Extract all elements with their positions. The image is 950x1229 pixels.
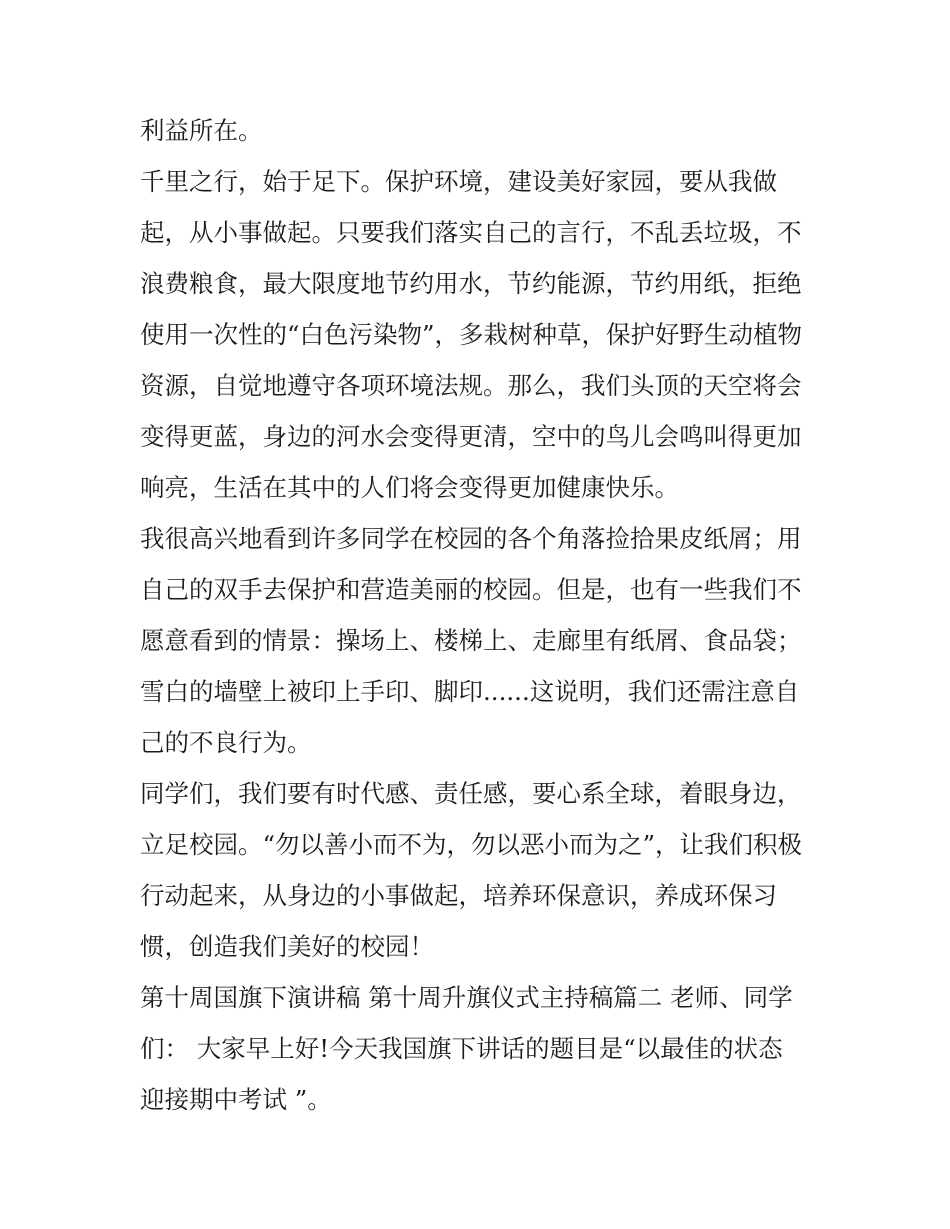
text-line: 我很高兴地看到许多同学在校园的各个角落捡拾果皮纸屑；用 <box>140 524 802 553</box>
text-line: 己的不良行为。 <box>140 728 312 757</box>
text-line: 千里之行，始于足下。保护环境，建设美好家园，要从我做 <box>140 167 777 196</box>
text-line: 愿意看到的情景：操场上、楼梯上、走廊里有纸屑、食品袋； <box>140 626 802 655</box>
text-line: 资源，自觉地遵守各项环境法规。那么，我们头顶的天空将会 <box>140 371 802 400</box>
text-line: 同学们，我们要有时代感、责任感，要心系全球，着眼身边， <box>140 779 802 808</box>
text-line: 自己的双手去保护和营造美丽的校园。但是，也有一些我们不 <box>140 575 802 604</box>
text-line: 响亮，生活在其中的人们将会变得更加健康快乐。 <box>140 473 679 502</box>
text-line: 使用一次性的“白色污染物”，多栽树种草，保护好野生动植物 <box>140 320 803 349</box>
text-line: 雪白的墙壁上被印上手印、脚印......这说明，我们还需注意自 <box>140 677 800 706</box>
text-line: 惯，创造我们美好的校园！ <box>140 932 434 961</box>
text-line: 利益所在。 <box>140 116 263 145</box>
text-line: 立足校园。“勿以善小而不为，勿以恶小而为之”，让我们积极 <box>140 830 803 859</box>
text-line: 浪费粮食，最大限度地节约用水，节约能源，节约用纸，拒绝 <box>140 269 802 298</box>
text-line: 们： 大家早上好!今天我国旗下讲话的题目是“以最佳的状态 <box>140 1034 783 1063</box>
text-line: 迎接期中考试 ”。 <box>140 1085 332 1114</box>
text-line: 第十周国旗下演讲稿 第十周升旗仪式主持稿篇二 老师、同学 <box>140 983 793 1012</box>
text-line: 行动起来，从身边的小事做起，培养环保意识，养成环保习 <box>140 881 777 910</box>
text-line: 变得更蓝，身边的河水会变得更清，空中的鸟儿会鸣叫得更加 <box>140 422 802 451</box>
document-body <box>140 105 820 1125</box>
text-line: 起，从小事做起。只要我们落实自己的言行，不乱丢垃圾，不 <box>140 218 802 247</box>
